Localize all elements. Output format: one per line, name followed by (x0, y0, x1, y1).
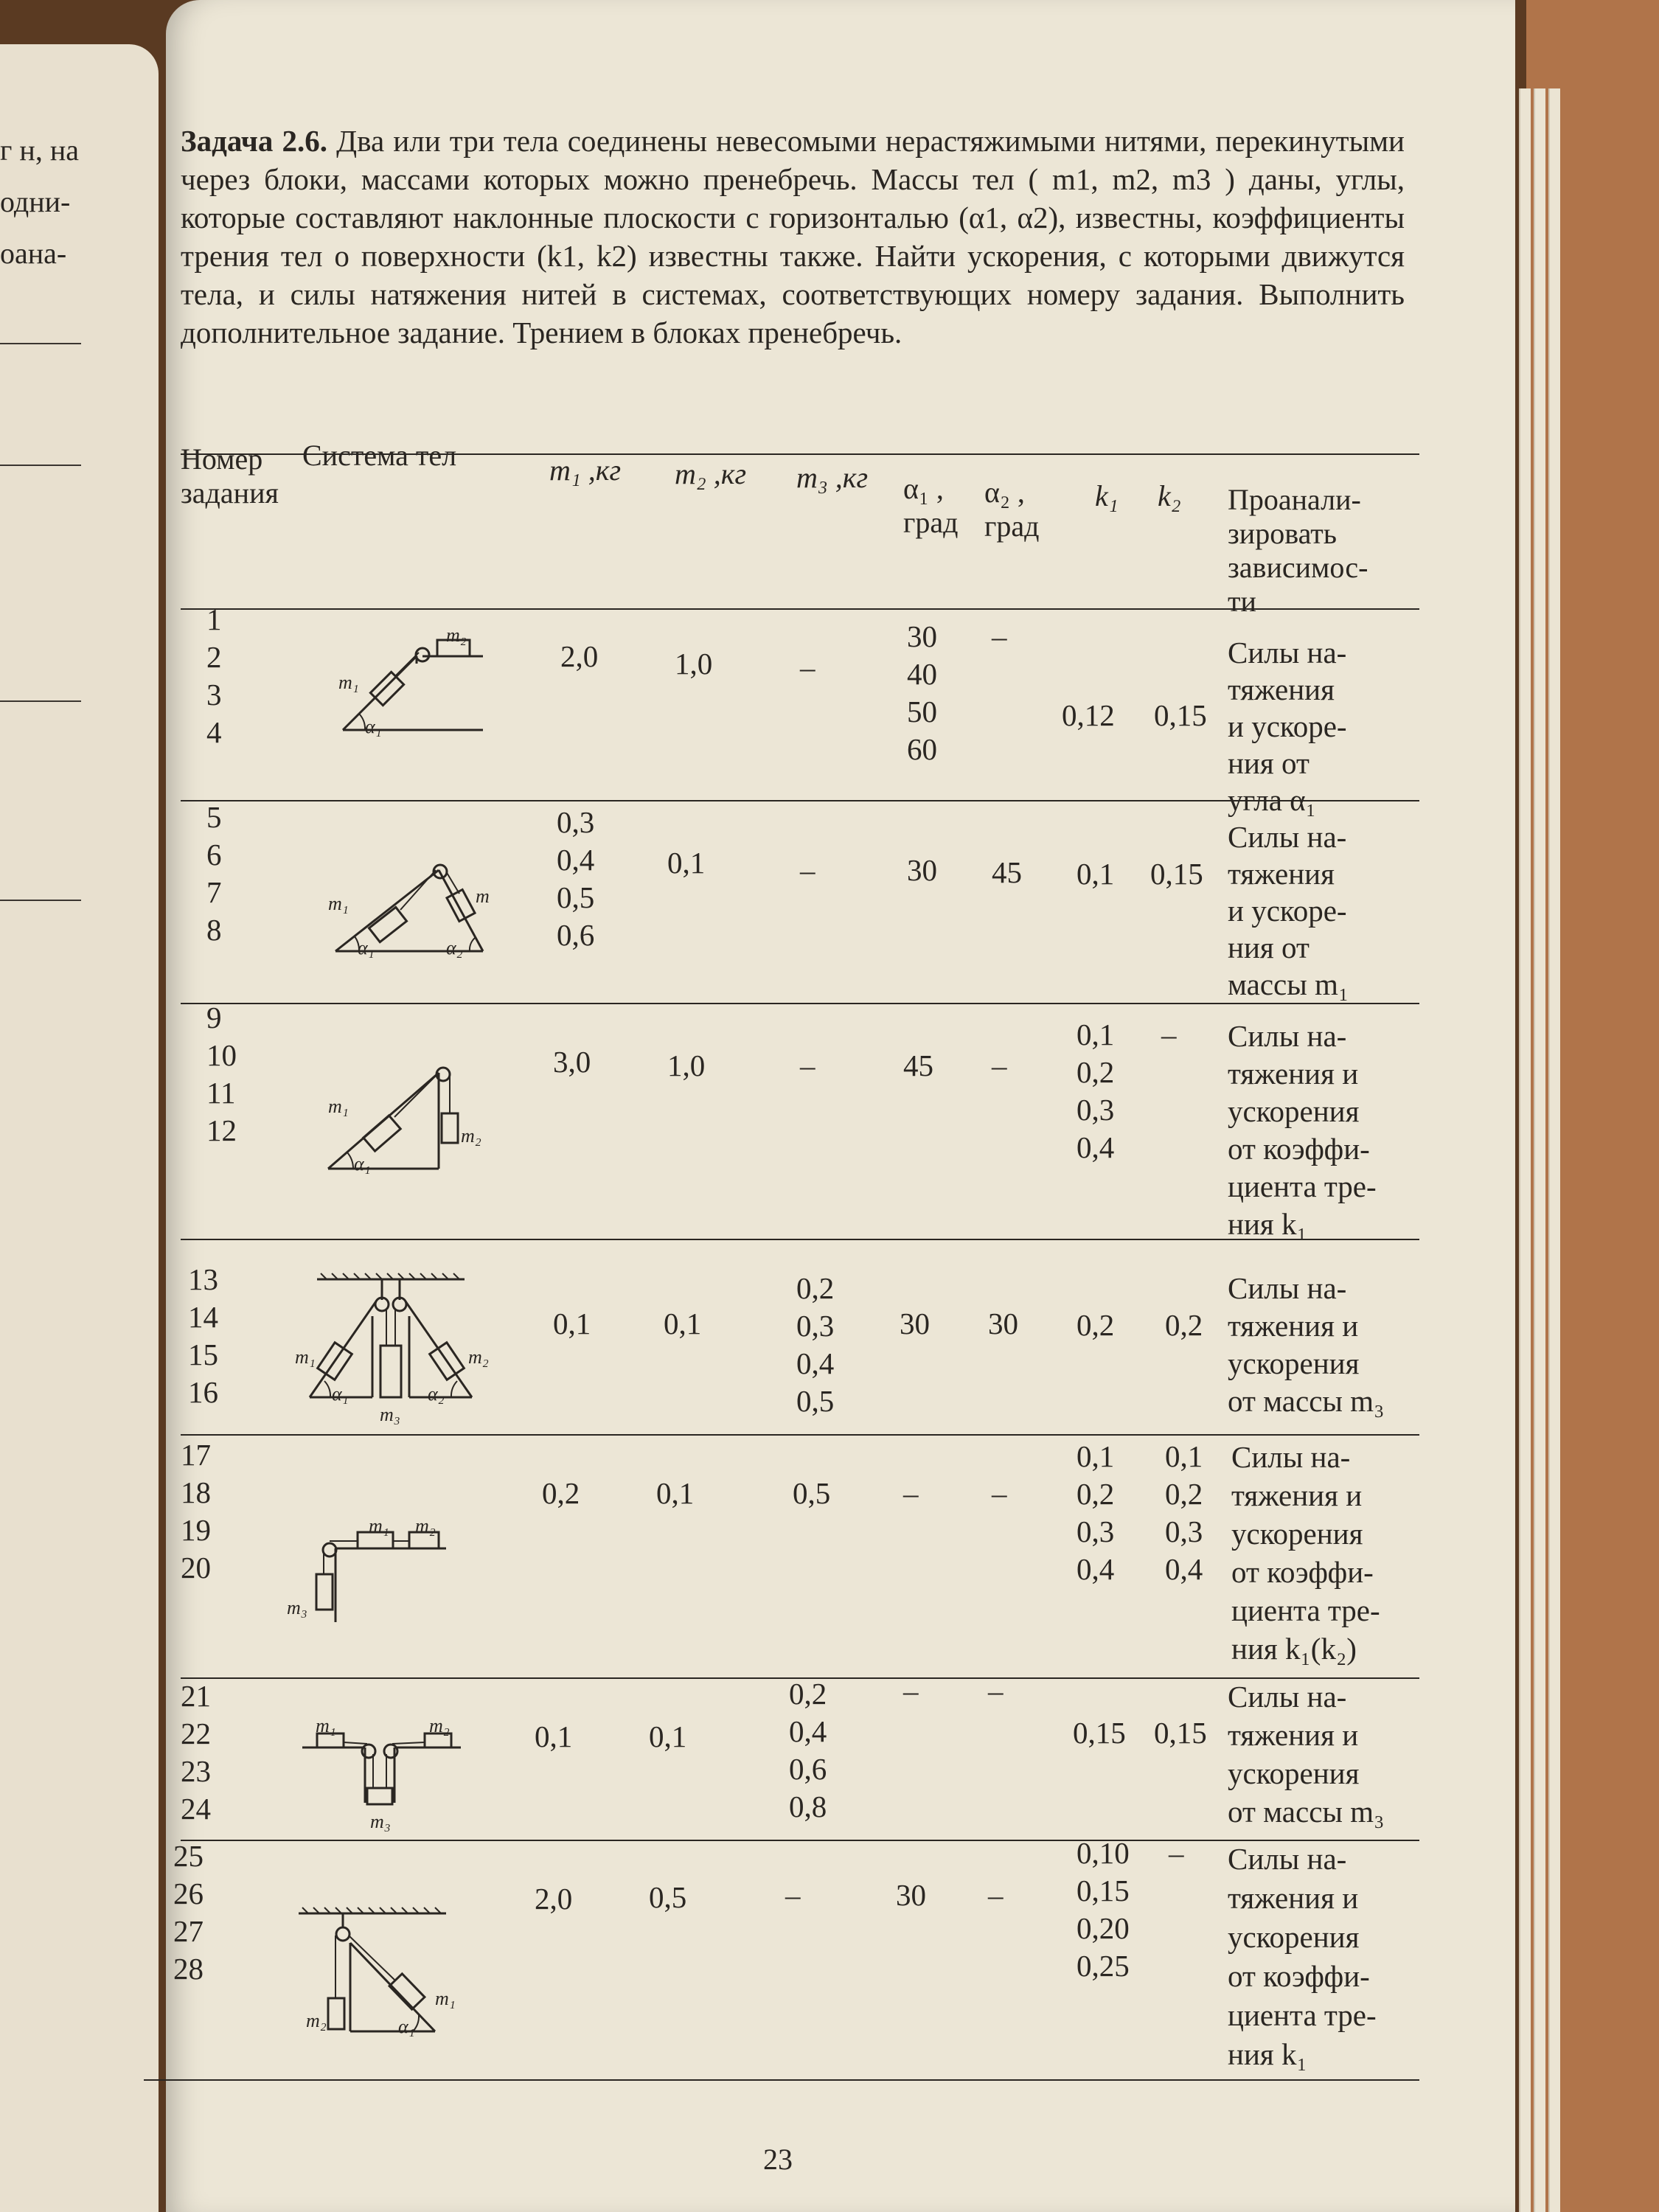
group-4-analyze: Силы на- тяжения и ускорения от массы m₃ (1228, 1271, 1385, 1418)
diagram-1 (335, 627, 490, 745)
group-7-m2: 0,5 (649, 1880, 687, 1914)
group-5-m1: 0,2 (542, 1476, 580, 1510)
group-7-numbers: 25 26 27 28 (173, 1839, 204, 1986)
diagram-2-a1: α₁ (358, 937, 375, 959)
group-1-k2: 0,15 (1154, 698, 1207, 732)
group-rule (181, 1003, 1419, 1004)
diagram-6-m3: m₃ (370, 1811, 391, 1832)
group-1-m2: 1,0 (675, 647, 713, 681)
diagram-7-m2: m₂ (306, 2010, 327, 2031)
diagram-4-a2: α₂ (428, 1383, 445, 1405)
table-bottom-rule (144, 2079, 1419, 2081)
group-6-k1: 0,15 (1073, 1716, 1126, 1750)
book-page (166, 0, 1515, 2212)
diagram-6-m2: m₂ (429, 1715, 450, 1736)
group-7-k2: – (1169, 1836, 1184, 1870)
diagram-3 (321, 1058, 490, 1176)
group-6-a1: – (903, 1674, 919, 1708)
group-3-m1: 3,0 (553, 1045, 591, 1079)
diagram-5-m3: m₃ (287, 1597, 307, 1618)
group-1-a2: – (992, 619, 1007, 653)
group-6-m3: 0,2 0,4 0,6 0,8 (789, 1677, 827, 1823)
group-3-a2: – (992, 1048, 1007, 1082)
group-2-k1: 0,1 (1077, 857, 1115, 891)
header-analyze: Проанали- зировать зависимос- ти (1228, 483, 1368, 618)
header-number: Номер задания (181, 442, 279, 509)
group-1-m1: 2,0 (560, 639, 599, 673)
problem-statement (181, 122, 1405, 352)
diagram-2 (328, 855, 498, 959)
problem-title: Задача 2.6. (181, 124, 328, 158)
header-bottom-rule (181, 608, 1419, 610)
group-4-m3: 0,2 0,3 0,4 0,5 (796, 1271, 835, 1418)
group-6-a2: – (988, 1674, 1004, 1708)
group-1-k1: 0,12 (1062, 698, 1115, 732)
group-4-a1: 30 (900, 1307, 930, 1340)
page-number: 23 (763, 2143, 793, 2176)
group-5-m2: 0,1 (656, 1476, 695, 1510)
diagram-7-a1: α₁ (398, 2016, 415, 2037)
group-3-numbers: 9 10 11 12 (206, 1001, 237, 1147)
group-5-a2: – (992, 1476, 1007, 1510)
group-3-m2: 1,0 (667, 1048, 706, 1082)
group-3-a1: 45 (903, 1048, 933, 1082)
group-2-a1: 30 (907, 853, 937, 887)
group-3-k1: 0,1 0,2 0,3 0,4 (1077, 1018, 1115, 1164)
group-5-k1: 0,1 0,2 0,3 0,4 (1077, 1439, 1115, 1586)
header-k2: k₂ (1158, 479, 1181, 512)
diagram-5-m2: m₂ (415, 1515, 436, 1537)
group-5-numbers: 17 18 19 20 (181, 1438, 211, 1585)
header-m1: m₁ ,кг (549, 453, 622, 487)
header-m2: m₂ ,кг (675, 457, 747, 490)
left-rule (0, 900, 81, 901)
group-4-k1: 0,2 (1077, 1308, 1115, 1342)
diagram-5-m1: m₁ (369, 1515, 389, 1537)
group-5-k2: 0,1 0,2 0,3 0,4 (1165, 1439, 1203, 1586)
diagram-7 (276, 1906, 461, 2046)
diagram-6 (295, 1707, 472, 1832)
diagram-3-m2: m₂ (461, 1125, 481, 1147)
group-5-m3: 0,5 (793, 1476, 831, 1510)
header-a1: α₁ , град (903, 472, 959, 539)
diagram-3-m1: m₁ (328, 1096, 349, 1117)
diagram-4 (295, 1272, 489, 1425)
group-4-m1: 0,1 (553, 1307, 591, 1340)
left-rule (0, 700, 81, 702)
diagram-1-m2: m₂ (446, 625, 467, 646)
group-6-analyze: Силы на- тяжения и ускорения от массы m₃ (1228, 1680, 1385, 1829)
left-fragment: г н, на (0, 133, 79, 167)
diagram-1-a1: α₁ (365, 716, 382, 737)
group-rule (181, 1239, 1419, 1240)
problem-text: Два или три тела соединены невесомыми нерастяжимыми нитями, перекинутыми через блоки, массами которых можно пренебречь. Массы тел ( m1, m2, m3 ) даны, углы, которые составляют наклонные плоскости с горизонталью (α1, α2), известны, коэффициенты трения тел о поверхности (k1, k2) известны также. Найти ускорения, с которыми движутся тела, и силы натяжения нитей в системах, соответствующих номеру задания. Выполнить дополнительное задание. Трением в блоках пренебречь. (181, 124, 1405, 349)
page-edge (1534, 88, 1545, 2212)
group-2-m2: 0,1 (667, 846, 706, 880)
group-4-a2: 30 (988, 1307, 1018, 1340)
group-2-m3: – (800, 853, 815, 887)
left-rule (0, 343, 81, 344)
page-edge (1519, 88, 1531, 2212)
group-7-a1: 30 (896, 1878, 926, 1912)
group-7-a2: – (988, 1878, 1004, 1912)
group-1-analyze: Силы на- тяжения и ускоре- ния от угла α₁ (1228, 636, 1347, 817)
diagram-6-m1: m₁ (316, 1715, 336, 1736)
diagram-3-a1: α₁ (354, 1153, 371, 1175)
header-k1: k₁ (1095, 479, 1119, 512)
left-rule (0, 465, 81, 466)
group-7-m1: 2,0 (535, 1882, 573, 1916)
header-system: Система тел (302, 439, 457, 472)
diagram-7-m1: m₁ (435, 1988, 456, 2009)
group-6-m1: 0,1 (535, 1719, 573, 1753)
group-1-m3: – (800, 650, 815, 684)
diagram-5 (284, 1497, 461, 1630)
group-2-numbers: 5 6 7 8 (206, 800, 222, 947)
diagram-2-m: m (476, 886, 490, 907)
left-page (0, 44, 159, 2212)
group-7-k1: 0,10 0,15 0,20 0,25 (1077, 1836, 1130, 1983)
group-3-analyze: Силы на- тяжения и ускорения от коэффи- циента тре- ния k₁ (1228, 1019, 1377, 1241)
group-rule (181, 1434, 1419, 1436)
background-right (1526, 0, 1659, 2212)
group-2-k2: 0,15 (1150, 857, 1203, 891)
group-5-a1: – (903, 1476, 919, 1510)
diagram-4-m2: m₂ (468, 1346, 489, 1368)
group-rule (181, 800, 1419, 801)
diagram-4-m3: m₃ (380, 1404, 400, 1425)
group-2-a2: 45 (992, 855, 1022, 889)
group-6-k2: 0,15 (1154, 1716, 1207, 1750)
group-5-analyze: Силы на- тяжения и ускорения от коэффи- циента тре- ния k₁(k₂) (1231, 1440, 1380, 1666)
diagram-1-m1: m₁ (338, 672, 359, 693)
group-1-numbers: 1 2 3 4 (206, 602, 222, 749)
group-6-m2: 0,1 (649, 1719, 687, 1753)
diagram-2-a2: α₂ (446, 937, 463, 959)
group-1-a1: 30 40 50 60 (907, 619, 937, 766)
group-7-m3: – (785, 1878, 801, 1912)
group-7-analyze: Силы на- тяжения и ускорения от коэффи- циента тре- ния k₁ (1228, 1842, 1377, 2071)
group-2-m1: 0,3 0,4 0,5 0,6 (557, 805, 595, 952)
diagram-4-m1: m₁ (295, 1346, 316, 1368)
group-4-m2: 0,1 (664, 1307, 702, 1340)
left-fragment: оана- (0, 237, 67, 270)
group-3-k2: – (1161, 1018, 1177, 1051)
page-edge (1548, 88, 1560, 2212)
group-2-analyze: Силы на- тяжения и ускоре- ния от массы m₁ (1228, 820, 1349, 1001)
group-6-numbers: 21 22 23 24 (181, 1679, 211, 1826)
header-m3: m₃ ,кг (796, 461, 869, 494)
group-3-m3: – (800, 1048, 815, 1082)
diagram-2-m1: m₁ (328, 893, 349, 914)
group-4-numbers: 13 14 15 16 (188, 1262, 218, 1409)
header-a2: α₂ , град (984, 476, 1040, 543)
diagram-4-a1: α₁ (332, 1383, 349, 1405)
group-4-k2: 0,2 (1165, 1308, 1203, 1342)
left-fragment: одни- (0, 185, 71, 218)
